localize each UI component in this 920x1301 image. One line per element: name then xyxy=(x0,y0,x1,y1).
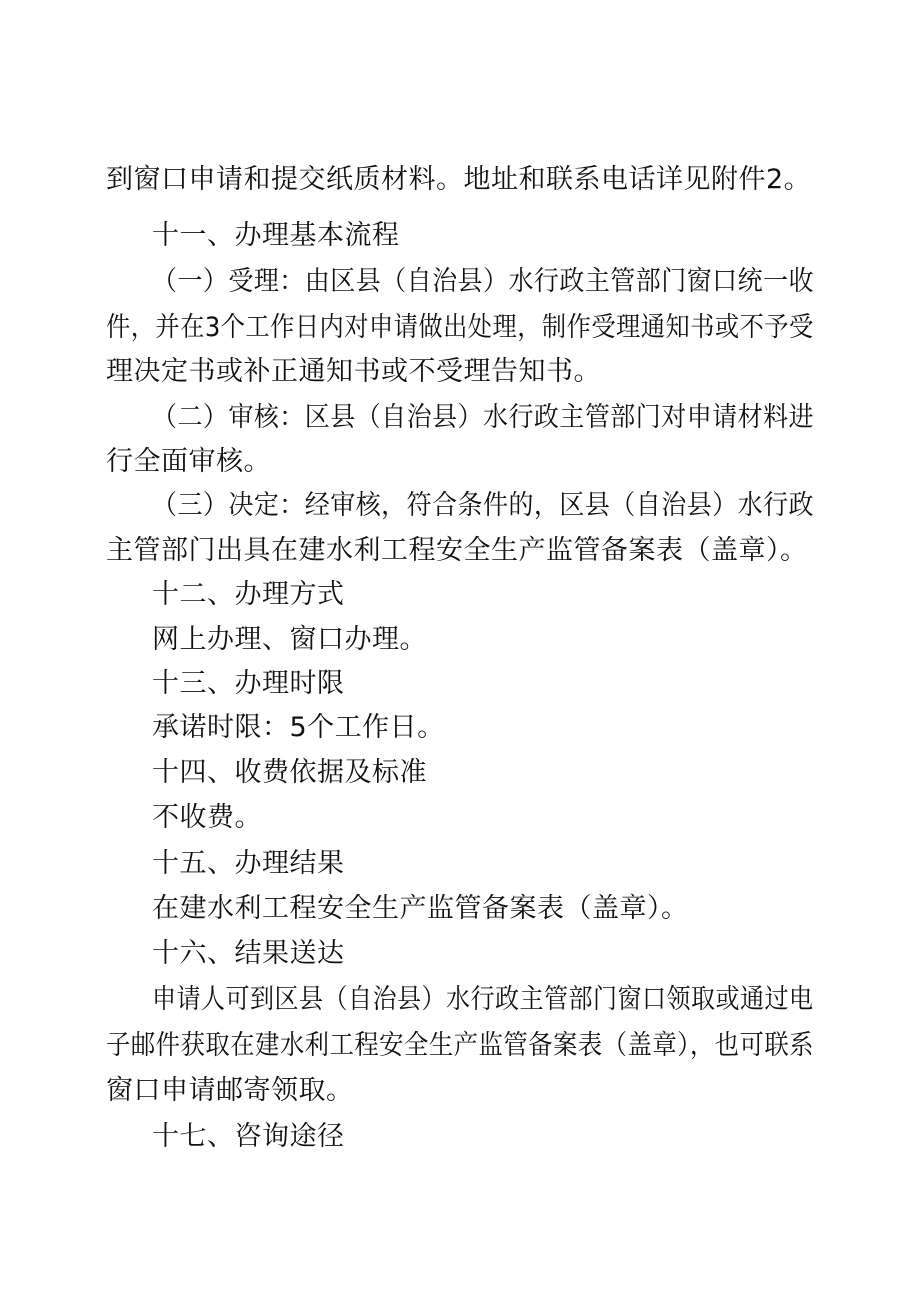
body-line-11: 网上办理、窗口办理。 xyxy=(152,624,427,655)
body-line-21: 窗口申请邮寄领取。 xyxy=(106,1075,354,1106)
section-heading-15: 十五、办理结果 xyxy=(152,848,345,879)
body-line-1: 到窗口申请和提交纸质材料。地址和联系电话详见附件2。 xyxy=(106,164,812,195)
body-line-7: 行全面审核。 xyxy=(106,446,271,477)
body-line-4: 件，并在3个工作日内对申请做出处理，制作受理通知书或不予受 xyxy=(106,312,814,343)
body-line-8: （三）决定：经审核，符合条件的，区县（自治县）水行政 xyxy=(152,490,814,521)
body-line-15: 不收费。 xyxy=(152,802,262,833)
body-line-5: 理决定书或补正通知书或不受理告知书。 xyxy=(106,356,601,387)
body-line-6: （二）审核：区县（自治县）水行政主管部门对申请材料进 xyxy=(152,402,814,433)
section-heading-12: 十二、办理方式 xyxy=(152,579,345,610)
body-line-9: 主管部门出具在建水利工程安全生产监管备案表（盖章）。 xyxy=(106,535,808,566)
body-line-19: 申请人可到区县（自治县）水行政主管部门窗口领取或通过电 xyxy=(152,984,814,1015)
body-line-3: （一）受理：由区县（自治县）水行政主管部门窗口统一收 xyxy=(152,266,814,297)
section-heading-11: 十一、办理基本流程 xyxy=(152,220,400,251)
body-line-20: 子邮件获取在建水利工程安全生产监管备案表（盖章），也可联系 xyxy=(106,1030,814,1061)
section-heading-13: 十三、办理时限 xyxy=(152,668,345,699)
body-line-13: 承诺时限：5个工作日。 xyxy=(152,712,445,743)
section-heading-16: 十六、结果送达 xyxy=(152,938,345,969)
section-heading-17: 十七、咨询途径 xyxy=(152,1121,345,1152)
section-heading-14: 十四、收费依据及标准 xyxy=(152,757,427,788)
body-line-17: 在建水利工程安全生产监管备案表（盖章）。 xyxy=(152,893,689,924)
